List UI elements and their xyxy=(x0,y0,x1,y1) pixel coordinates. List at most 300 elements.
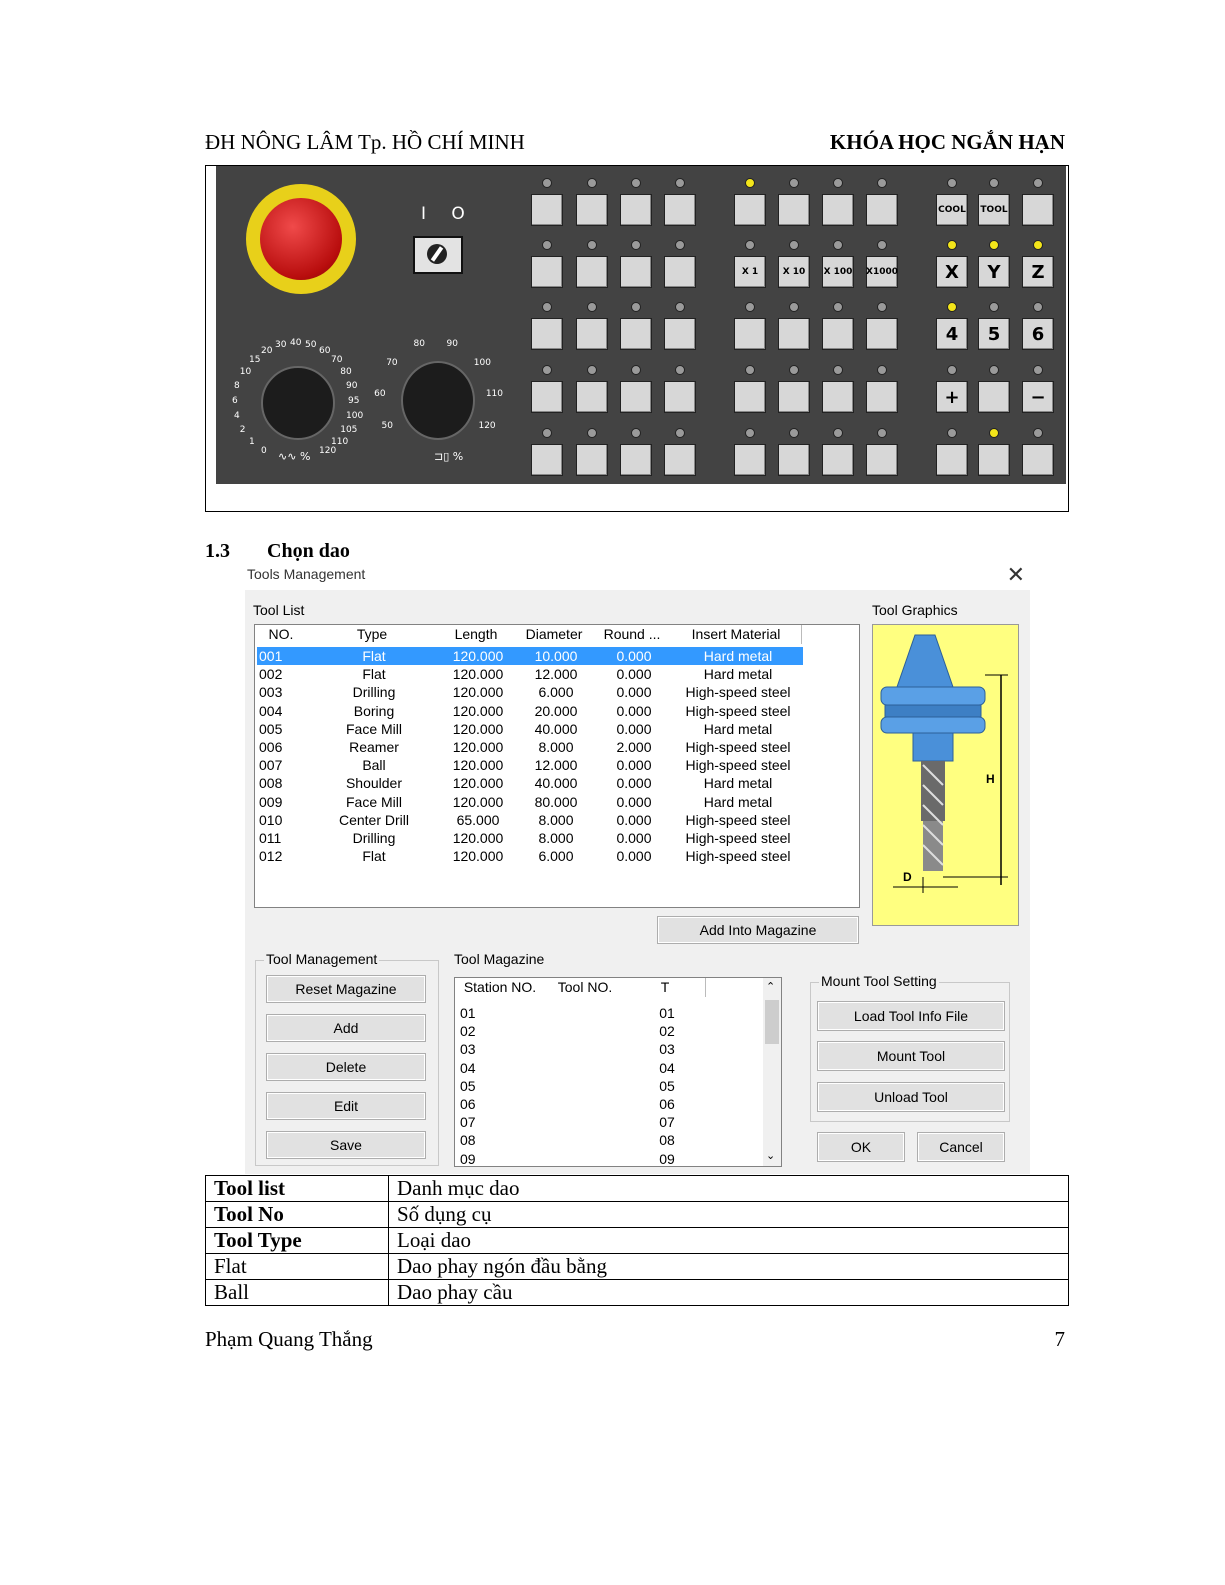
load-tool-info-button[interactable]: Load Tool Info File xyxy=(817,1001,1005,1031)
unload-tool-button[interactable]: Unload Tool xyxy=(817,1082,1005,1112)
feed-override-dial[interactable] xyxy=(261,366,335,440)
magazine-row[interactable] xyxy=(457,1077,757,1095)
indicator-led xyxy=(989,302,999,312)
magazine-row[interactable] xyxy=(457,1095,757,1113)
tool-cell-diameter: 40.000 xyxy=(534,720,578,737)
indicator-led xyxy=(877,365,887,375)
tool-cell-length: 120.000 xyxy=(452,702,504,719)
magazine-column-header[interactable]: T xyxy=(625,978,706,997)
indicator-led xyxy=(989,240,999,250)
indicator-led xyxy=(745,240,755,250)
panel-button-z[interactable]: Z xyxy=(1022,256,1054,288)
panel-button[interactable] xyxy=(576,256,608,288)
panel-button[interactable] xyxy=(822,381,854,413)
dial-tick-label: 15 xyxy=(248,354,261,365)
indicator-led xyxy=(789,240,799,250)
tool-list[interactable] xyxy=(254,624,860,908)
tool-magazine-label: Tool Magazine xyxy=(454,951,545,967)
tool-cell-material: High-speed steel xyxy=(685,739,791,755)
indicator-led xyxy=(947,240,957,250)
indicator-led xyxy=(877,178,887,188)
glossary-row xyxy=(206,1176,1069,1202)
tool-cell-type: Drilling xyxy=(352,684,396,701)
panel-button-x10[interactable]: X 10 xyxy=(778,256,810,288)
panel-button[interactable] xyxy=(620,444,652,476)
panel-button[interactable] xyxy=(576,318,608,350)
panel-button-x100[interactable]: X 100 xyxy=(822,256,854,288)
magazine-row[interactable] xyxy=(457,1131,757,1149)
scroll-thumb[interactable] xyxy=(765,1000,779,1044)
dial-tick-label: 1 xyxy=(248,437,255,447)
spindle-override-dial[interactable] xyxy=(401,361,475,440)
indicator-led xyxy=(877,240,887,250)
indicator-led xyxy=(947,428,957,438)
dial-tick-label: 95 xyxy=(348,396,360,406)
tool-cell-type: Shoulder xyxy=(345,775,403,792)
glossary-term: Flat xyxy=(206,1254,389,1280)
tool-cell-material: Hard metal xyxy=(703,666,773,683)
tool-cell-diameter: 80.000 xyxy=(534,793,578,810)
panel-button-plus[interactable]: + xyxy=(936,381,968,413)
indicator-led xyxy=(833,240,843,250)
header-right: KHÓA HỌC NGẮN HẠN xyxy=(829,130,1065,154)
indicator-led xyxy=(542,240,552,250)
indicator-led xyxy=(877,428,887,438)
panel-button[interactable] xyxy=(620,381,652,413)
panel-button[interactable] xyxy=(734,381,766,413)
tool-graphics-label: Tool Graphics xyxy=(872,602,958,618)
emergency-stop-button[interactable] xyxy=(260,198,342,280)
glossary-term: Ball xyxy=(206,1280,389,1306)
tool-row[interactable] xyxy=(257,756,803,774)
tool-cell-length: 120.000 xyxy=(452,830,504,846)
panel-button[interactable] xyxy=(936,444,968,476)
mount-tool-group xyxy=(810,973,1010,1122)
tool-cell-diameter: 8.000 xyxy=(538,811,574,828)
panel-button-x1000[interactable]: X1000 xyxy=(866,256,898,288)
tool-cell-material: Hard metal xyxy=(703,648,773,664)
tool-cell-round: 0.000 xyxy=(616,811,652,828)
dial-tick-label: 0 xyxy=(261,446,267,457)
tool-graphic xyxy=(872,624,1019,926)
tool-cell-round: 0.000 xyxy=(616,830,652,846)
cancel-button[interactable]: Cancel xyxy=(917,1132,1005,1162)
dial-tick-label: 20 xyxy=(261,345,273,356)
magazine-cell-t: 02 xyxy=(659,1023,675,1040)
indicator-led xyxy=(631,365,641,375)
glossary-row xyxy=(206,1228,1069,1254)
panel-button-x[interactable]: X xyxy=(936,256,968,288)
add-button[interactable]: Add xyxy=(266,1014,426,1042)
indicator-led xyxy=(833,178,843,188)
panel-button[interactable] xyxy=(822,444,854,476)
indicator-led xyxy=(989,365,999,375)
tool-cell-material: High-speed steel xyxy=(685,757,791,774)
tool-cell-diameter: 20.000 xyxy=(534,702,578,719)
panel-button[interactable] xyxy=(1022,444,1054,476)
panel-button[interactable] xyxy=(620,318,652,350)
key-icon xyxy=(427,244,447,264)
delete-button[interactable]: Delete xyxy=(266,1053,426,1081)
indicator-led xyxy=(631,178,641,188)
panel-button[interactable] xyxy=(531,381,563,413)
magazine-cell-station: 09 xyxy=(460,1150,476,1167)
indicator-led xyxy=(587,240,597,250)
control-panel xyxy=(216,166,1066,484)
panel-button[interactable] xyxy=(734,318,766,350)
tool-cell-diameter: 6.000 xyxy=(538,684,574,701)
tool-row[interactable] xyxy=(257,774,803,792)
magazine-row[interactable] xyxy=(457,1113,757,1131)
glossary-row xyxy=(206,1280,1069,1306)
panel-button[interactable] xyxy=(531,194,563,226)
tool-cell-type: Flat xyxy=(362,648,386,664)
indicator-led xyxy=(675,302,685,312)
panel-button[interactable] xyxy=(576,194,608,226)
magazine-cell-t: 03 xyxy=(659,1041,675,1058)
indicator-led xyxy=(833,365,843,375)
panel-button-cool[interactable]: COOL xyxy=(936,194,968,226)
page-number: 7 xyxy=(1054,1327,1065,1351)
magazine-row[interactable] xyxy=(457,1150,757,1167)
tool-list-column-header[interactable]: Round ... xyxy=(593,625,672,644)
dial-tick-label: 100 xyxy=(346,411,364,421)
indicator-led xyxy=(542,365,552,375)
magazine-row[interactable] xyxy=(457,1059,757,1077)
tool-cell-length: 120.000 xyxy=(452,793,504,810)
tools-management-dialog xyxy=(245,562,1030,1174)
glossary-meaning: Dao phay cầu xyxy=(389,1280,1069,1306)
indicator-led xyxy=(675,178,685,188)
indicator-led xyxy=(587,302,597,312)
panel-button-x1[interactable]: X 1 xyxy=(734,256,766,288)
indicator-led xyxy=(989,178,999,188)
indicator-led xyxy=(587,178,597,188)
magazine-cell-t: 07 xyxy=(659,1114,675,1131)
magazine-cell-station: 01 xyxy=(460,1005,476,1021)
magazine-cell-t: 01 xyxy=(659,1005,675,1021)
indicator-led xyxy=(542,302,552,312)
dial-tick-label: 60 xyxy=(319,345,331,356)
tool-cell-round: 0.000 xyxy=(616,757,652,774)
tool-list-column-header[interactable]: Length xyxy=(437,625,516,644)
tool-cell-length: 120.000 xyxy=(452,739,504,755)
glossary-meaning: Dao phay ngón đầu bằng xyxy=(389,1254,1069,1280)
indicator-led xyxy=(789,428,799,438)
tool-cell-no: 012 xyxy=(259,848,283,865)
spindle-unit-label: ⊐▯ % xyxy=(434,450,464,463)
dial-tick-label: 90 xyxy=(346,380,358,391)
tool-cell-material: High-speed steel xyxy=(685,830,791,846)
indicator-led xyxy=(833,428,843,438)
indicator-led xyxy=(789,178,799,188)
panel-button-tool[interactable]: TOOL xyxy=(978,194,1010,226)
magazine-column-header[interactable]: Station NO. xyxy=(455,978,546,997)
tool-row[interactable] xyxy=(257,738,803,756)
tool-cell-material: High-speed steel xyxy=(685,702,791,719)
tool-row[interactable] xyxy=(257,665,803,683)
tool-cell-material: High-speed steel xyxy=(685,848,791,865)
tool-cell-type: Boring xyxy=(353,702,395,719)
tool-cell-material: Hard metal xyxy=(703,720,773,737)
close-icon[interactable]: ✕ xyxy=(1006,562,1025,587)
panel-button[interactable] xyxy=(778,444,810,476)
feed-unit-label: ∿∿ % xyxy=(278,450,311,463)
height-label: H xyxy=(986,772,995,786)
indicator-led xyxy=(631,240,641,250)
magazine-cell-station: 05 xyxy=(460,1077,476,1094)
scroll-down-icon[interactable]: ⌄ xyxy=(766,1150,776,1162)
panel-button[interactable] xyxy=(1022,194,1054,226)
dial-tick-label: 105 xyxy=(340,425,358,435)
tool-cell-round: 0.000 xyxy=(616,648,652,664)
panel-button-n4[interactable]: 4 xyxy=(936,318,968,350)
tool-row[interactable] xyxy=(257,793,803,811)
tool-cell-round: 0.000 xyxy=(616,793,652,810)
dial-tick-label: 50 xyxy=(305,339,317,350)
magazine-cell-station: 07 xyxy=(460,1114,476,1131)
tool-row[interactable] xyxy=(257,720,803,738)
magazine-cell-t: 08 xyxy=(659,1132,675,1149)
magazine-cell-t: 09 xyxy=(659,1150,675,1167)
tool-cell-no: 009 xyxy=(259,793,283,810)
tool-cell-material: Hard metal xyxy=(703,793,773,810)
indicator-led xyxy=(587,428,597,438)
dial-tick-label: 10 xyxy=(239,367,252,377)
tool-cell-round: 0.000 xyxy=(616,775,652,792)
indicator-led xyxy=(947,178,957,188)
tool-cell-no: 001 xyxy=(259,648,283,664)
indicator-led xyxy=(1033,240,1043,250)
magazine-cell-station: 08 xyxy=(460,1132,476,1149)
tool-cell-type: Face Mill xyxy=(345,720,402,737)
tool-cell-type: Flat xyxy=(362,848,386,865)
mount-tool-button[interactable]: Mount Tool xyxy=(817,1041,1005,1071)
tool-cell-type: Center Drill xyxy=(338,811,409,828)
panel-button[interactable] xyxy=(734,444,766,476)
tool-cell-no: 002 xyxy=(259,666,283,683)
dial-tick-label: 30 xyxy=(274,339,287,350)
magazine-cell-station: 06 xyxy=(460,1096,476,1112)
glossary-meaning: Loại dao xyxy=(389,1228,1069,1254)
panel-button[interactable] xyxy=(734,194,766,226)
tool-cell-material: High-speed steel xyxy=(685,811,791,828)
tool-cell-type: Reamer xyxy=(349,739,399,755)
key-switch[interactable] xyxy=(413,236,463,274)
indicator-led xyxy=(675,428,685,438)
indicator-led xyxy=(631,302,641,312)
dial-tick-label: 6 xyxy=(232,396,238,406)
tool-cell-no: 003 xyxy=(259,684,283,701)
tool-cell-no: 006 xyxy=(259,739,283,755)
power-io-label: I O xyxy=(421,204,475,224)
panel-button[interactable] xyxy=(620,194,652,226)
footer-author: Phạm Quang Thắng xyxy=(205,1327,373,1351)
ok-button[interactable]: OK xyxy=(817,1132,905,1162)
panel-button[interactable] xyxy=(866,318,898,350)
panel-button[interactable] xyxy=(664,444,696,476)
tool-cell-diameter: 6.000 xyxy=(538,848,574,865)
indicator-led xyxy=(745,365,755,375)
indicator-led xyxy=(1033,365,1043,375)
panel-button[interactable] xyxy=(778,194,810,226)
edit-button[interactable]: Edit xyxy=(266,1092,426,1120)
indicator-led xyxy=(947,302,957,312)
tool-cell-round: 0.000 xyxy=(616,848,652,865)
tool-cell-length: 120.000 xyxy=(452,775,504,792)
indicator-led xyxy=(989,428,999,438)
tool-cell-type: Ball xyxy=(362,757,386,774)
tool-cell-type: Drilling xyxy=(352,830,396,846)
tool-cell-diameter: 12.000 xyxy=(534,666,578,683)
tool-cell-type: Flat xyxy=(362,666,386,683)
tool-list-column-header[interactable]: NO. xyxy=(255,625,308,644)
indicator-led xyxy=(789,302,799,312)
dial-tick-label: 4 xyxy=(233,411,240,421)
indicator-led xyxy=(1033,302,1043,312)
glossary-meaning: Số dụng cụ xyxy=(389,1202,1069,1228)
tool-cell-diameter: 8.000 xyxy=(538,739,574,755)
dial-tick-label: 8 xyxy=(233,380,240,391)
panel-button[interactable] xyxy=(620,256,652,288)
tool-cell-length: 120.000 xyxy=(452,666,504,683)
panel-button[interactable] xyxy=(576,444,608,476)
tool-cell-no: 004 xyxy=(259,702,283,719)
tool-list-column-header[interactable]: Insert Material xyxy=(671,625,802,644)
dial-tick-label: 80 xyxy=(340,367,352,377)
tool-cell-length: 120.000 xyxy=(452,757,504,774)
indicator-led xyxy=(833,302,843,312)
tool-row[interactable] xyxy=(257,683,803,701)
glossary-row xyxy=(206,1202,1069,1228)
tool-cell-material: Hard metal xyxy=(703,775,773,792)
indicator-led xyxy=(789,365,799,375)
indicator-led xyxy=(675,240,685,250)
panel-button[interactable] xyxy=(866,444,898,476)
panel-button[interactable] xyxy=(822,318,854,350)
tool-cell-length: 120.000 xyxy=(452,684,504,701)
dial-tick-label: 110 xyxy=(331,437,349,447)
panel-button[interactable] xyxy=(664,194,696,226)
tool-cell-no: 005 xyxy=(259,720,283,737)
save-button[interactable]: Save xyxy=(266,1131,426,1159)
panel-button[interactable] xyxy=(866,194,898,226)
panel-button-n6[interactable]: 6 xyxy=(1022,318,1054,350)
panel-button[interactable] xyxy=(576,381,608,413)
magazine-scrollbar[interactable] xyxy=(763,978,781,1166)
panel-button[interactable] xyxy=(778,381,810,413)
dial-tick-label: 120 xyxy=(319,446,337,457)
tool-row[interactable] xyxy=(257,847,803,865)
dial-tick-label: 80 xyxy=(413,339,425,350)
tool-cell-diameter: 12.000 xyxy=(534,757,578,774)
panel-button[interactable] xyxy=(978,444,1010,476)
panel-button-y[interactable]: Y xyxy=(978,256,1010,288)
magazine-cell-t: 06 xyxy=(659,1096,675,1112)
panel-button[interactable] xyxy=(822,194,854,226)
tool-cell-length: 120.000 xyxy=(452,848,504,865)
magazine-column-header[interactable]: Tool NO. xyxy=(545,978,626,997)
tool-cell-diameter: 10.000 xyxy=(534,648,578,664)
panel-button[interactable] xyxy=(531,444,563,476)
section-number: 1.3 xyxy=(205,540,230,562)
tool-cell-no: 008 xyxy=(259,775,283,792)
tool-magazine-list[interactable] xyxy=(454,977,782,1167)
dial-tick-label: 100 xyxy=(473,358,491,369)
tool-row[interactable] xyxy=(257,647,803,665)
panel-button[interactable] xyxy=(778,318,810,350)
indicator-led xyxy=(587,365,597,375)
tool-row[interactable] xyxy=(257,811,803,829)
tool-cell-round: 0.000 xyxy=(616,702,652,719)
panel-button[interactable] xyxy=(531,256,563,288)
dialog-titlebar xyxy=(245,562,1030,590)
tool-list-column-header[interactable]: Type xyxy=(307,625,438,644)
panel-button[interactable] xyxy=(531,318,563,350)
indicator-led xyxy=(745,428,755,438)
add-into-magazine-button[interactable]: Add Into Magazine xyxy=(657,916,859,944)
tool-cell-no: 010 xyxy=(259,811,283,828)
panel-button[interactable] xyxy=(664,381,696,413)
indicator-led xyxy=(1033,428,1043,438)
indicator-led xyxy=(745,302,755,312)
indicator-led xyxy=(675,365,685,375)
dial-tick-label: 90 xyxy=(446,339,458,350)
dial-tick-label: 70 xyxy=(331,354,343,365)
scroll-up-icon[interactable]: ⌃ xyxy=(766,981,776,993)
tool-row[interactable] xyxy=(257,829,803,847)
tool-cell-diameter: 8.000 xyxy=(538,830,574,846)
tool-cell-type: Face Mill xyxy=(345,793,402,810)
dial-tick-label: 110 xyxy=(485,388,504,399)
indicator-led xyxy=(631,428,641,438)
tool-management-label: Tool Management xyxy=(266,951,378,967)
dial-tick-label: 50 xyxy=(381,421,393,431)
section-title: Chọn dao xyxy=(267,540,350,562)
tool-row[interactable] xyxy=(257,702,803,720)
mount-tool-label: Mount Tool Setting xyxy=(821,973,937,989)
tool-list-column-header[interactable]: Diameter xyxy=(515,625,594,644)
reset-magazine-button[interactable]: Reset Magazine xyxy=(266,975,426,1003)
tool-list-label: Tool List xyxy=(253,602,305,618)
tool-cell-diameter: 40.000 xyxy=(534,775,578,792)
panel-button-minus[interactable]: − xyxy=(1022,381,1054,413)
dial-tick-label: 120 xyxy=(478,421,496,431)
indicator-led xyxy=(877,302,887,312)
indicator-led xyxy=(542,178,552,188)
indicator-led xyxy=(542,428,552,438)
magazine-row[interactable] xyxy=(457,1022,757,1040)
tool-cell-round: 0.000 xyxy=(616,684,652,701)
dial-tick-label: 70 xyxy=(386,358,398,369)
indicator-led xyxy=(947,365,957,375)
panel-button[interactable] xyxy=(978,381,1010,413)
panel-button[interactable] xyxy=(866,381,898,413)
tool-cell-no: 007 xyxy=(259,757,283,774)
magazine-row[interactable] xyxy=(457,1040,757,1058)
glossary-term: Tool list xyxy=(206,1176,389,1202)
glossary-term: Tool Type xyxy=(206,1228,389,1254)
glossary-term: Tool No xyxy=(206,1202,389,1228)
magazine-cell-t: 05 xyxy=(659,1077,675,1094)
magazine-cell-t: 04 xyxy=(659,1059,675,1076)
panel-button-n5[interactable]: 5 xyxy=(978,318,1010,350)
indicator-led xyxy=(1033,178,1043,188)
dialog-title: Tools Management xyxy=(247,566,366,582)
panel-button[interactable] xyxy=(664,256,696,288)
panel-button[interactable] xyxy=(664,318,696,350)
magazine-row[interactable] xyxy=(457,1004,757,1022)
